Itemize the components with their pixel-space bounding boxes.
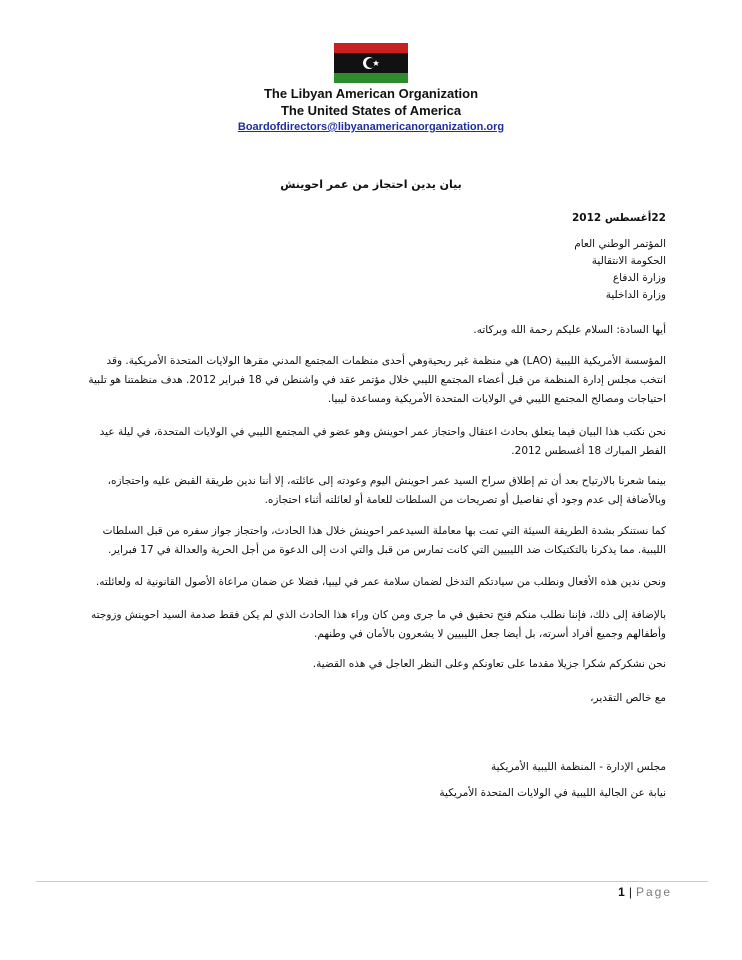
country-name: The United States of America [280, 103, 462, 118]
recipient-line: المؤتمر الوطني العام [574, 238, 666, 250]
email-link[interactable]: Boardofdirectors@libyanamericanorganization.org [237, 121, 505, 133]
statement-title: بيان يدين احتجاز من عمر احوينش [280, 178, 462, 191]
page-number: 1 [618, 885, 625, 899]
letter-date: 22أغسطس 2012 [571, 212, 666, 224]
footer-divider [36, 881, 708, 882]
signature-line: مجلس الإدارة - المنظمة الليبية الأمريكية [490, 761, 666, 773]
recipient-line: وزارة الدفاع [612, 272, 666, 284]
closing: مع خالص التقدير، [590, 692, 666, 704]
body-paragraph: بالإضافة إلى ذلك، فإننا نطلب منكم فتح تحقيق في ما جرى ومن كان وراء هذا الحادث الذي لم يكن فقط صدمة السيد احوينش وزوجته وأطفالهم وجميع أفراد أسرته، بل أيضا جعل الليبيين لا يشعرون بالأمان في وطنهم. [91, 609, 666, 640]
body-paragraph: نحن نشكركم شكرا جزيلا مقدما على تعاونكم وعلى النظر العاجل في هذه القضية. [312, 658, 666, 670]
crescent-star-icon [334, 53, 408, 73]
body-paragraph: كما نستنكر بشدة الطريقة السيئة التي تمت بها معاملة السيدعمر احوينش خلال هذا الحادث، واحتجاز جواز سفره من قبل السلطات الليبية. مما يذكرنا بالتكتيكات ضد الليبيين التي كانت تمارس من قبل والتي ادت إلى الدعوة من أجل الحرية والعدالة في 17 فبراير. [102, 525, 666, 556]
organization-name: The Libyan American Organization [263, 86, 479, 101]
page-footer [618, 885, 672, 899]
recipient-line: وزارة الداخلية [605, 289, 666, 301]
greeting: أيها السادة: السلام عليكم رحمة الله وبركاته. [473, 324, 666, 336]
body-paragraph: نحن نكتب هذا البيان فيما يتعلق بحادث اعتقال واحتجاز عمر احوينش وهو عضو في المجتمع الليبي في الولايات المتحدة، في ليلة عيد الفطر المبارك 18 أغسطس 2012. [99, 426, 666, 457]
signature-line: نيابة عن الجالية الليبية في الولايات المتحدة الأمريكية [439, 787, 666, 799]
body-paragraph: بينما شعرنا بالارتياح بعد أن تم إطلاق سراح السيد عمر احوينش اليوم وعودته إلى عائلته، إلا أننا ندين طريقة القبض عليه واحتجازه، وبالأضافة إلى عدم وجود أي تفاصيل أو تصريحات من السلطات للعامة أو لعائلته أثناء احتجازه. [107, 475, 666, 506]
body-paragraph: المؤسسة الأمريكية الليبية (LAO) هي منظمة غير ربحيةوهي أحدى منظمات المجتمع المدني مقرها الولايات المتحدة الأمريكية. وقد انتخب مجلس إدارة المنظمة من قبل أعضاء المجتمع الليبي خلال مؤتمر عقد في واشنطن في 18 فبراير 2012. هدف منظمتنا هو تلبية احتياجات ومصالح المجتمع الليبي في الولايات المتحدة الأمريكية ومساعدة ليبيا. [88, 355, 666, 405]
body-paragraph: ونحن ندين هذه الأفعال ونطلب من سيادتكم التدخل لضمان سلامة عمر في ليبيا، فضلا عن ضمان مراعاة الأصول القانونية له ولعائلته. [95, 576, 666, 588]
libyan-flag-logo [334, 43, 408, 83]
page-label: Page [635, 885, 672, 899]
recipient-line: الحكومة الانتقالية [591, 255, 666, 267]
recipients-block [78, 236, 666, 304]
page-separator: | [628, 885, 632, 899]
